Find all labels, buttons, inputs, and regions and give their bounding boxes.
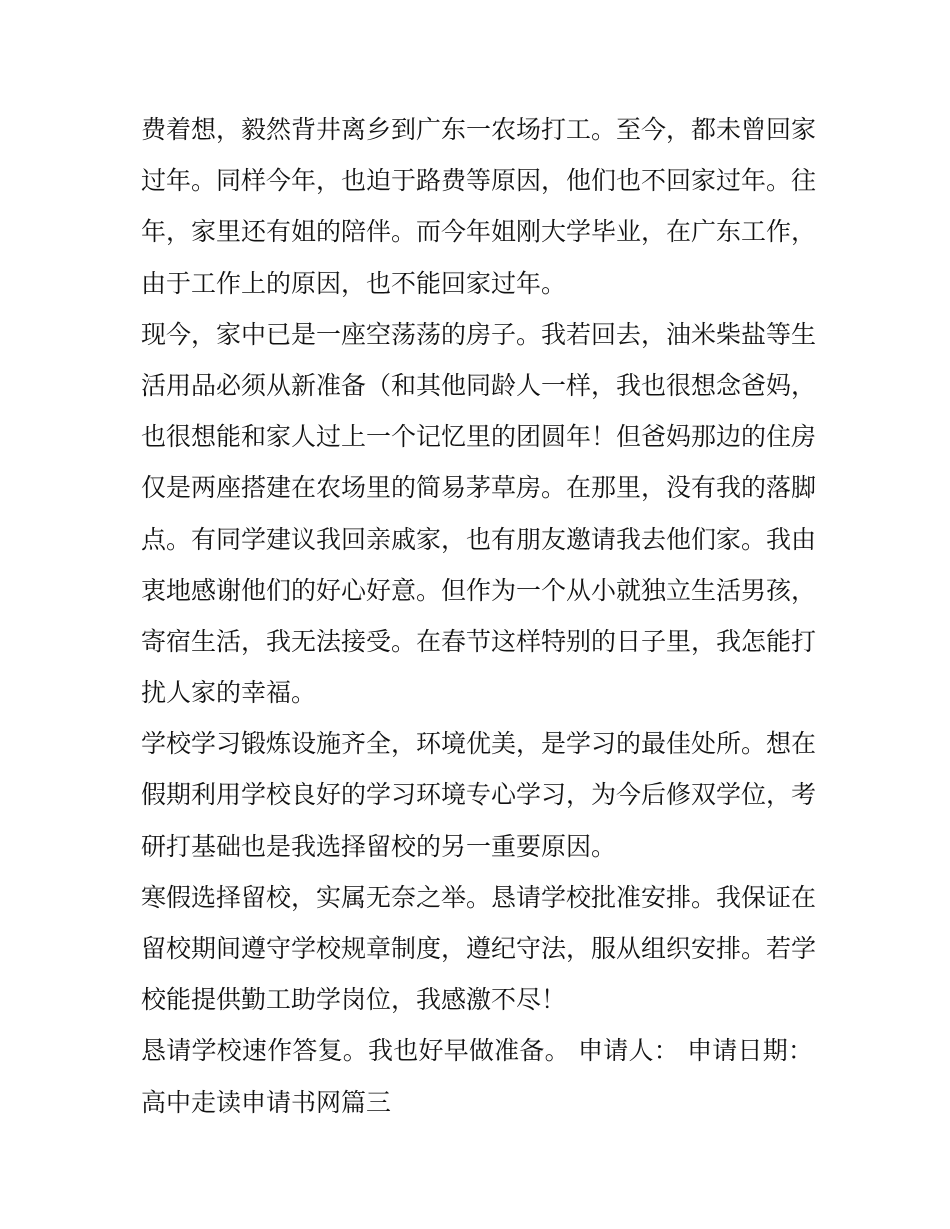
text-line: 过年。同样今年，也迫于路费等原因，他们也不回家过年。往 xyxy=(141,166,817,196)
text-line: 寄宿生活，我无法接受。在春节这样特别的日子里，我怎能打 xyxy=(141,626,817,656)
text-line: 点。有同学建议我回亲戚家，也有朋友邀请我去他们家。我由 xyxy=(141,524,817,554)
text-line: 活用品必须从新准备（和其他同龄人一样，我也很想念爸妈， xyxy=(141,370,817,400)
document-body xyxy=(141,104,817,1128)
text-line: 也很想能和家人过上一个记忆里的团圆年！但爸妈那边的住房 xyxy=(141,422,817,452)
text-line: 费着想，毅然背井离乡到广东一农场打工。至今，都未曾回家 xyxy=(141,115,817,144)
text-line: 由于工作上的原因，也不能回家过年。 xyxy=(141,268,567,298)
text-line: 留校期间遵守学校规章制度，遵纪守法，服从组织安排。若学 xyxy=(141,934,817,963)
text-line: 年，家里还有姐的陪伴。而今年姐刚大学毕业，在广东工作， xyxy=(141,217,817,247)
text-line: 研打基础也是我选择留校的另一重要原因。 xyxy=(141,831,617,861)
text-line: 仅是两座搭建在农场里的简易茅草房。在那里，没有我的落脚 xyxy=(141,473,817,503)
text-line: 寒假选择留校，实属无奈之举。恳请学校批准安排。我保证在 xyxy=(141,882,817,912)
text-line: 假期利用学校良好的学习环境专心学习，为今后修双学位，考 xyxy=(141,780,817,810)
text-line: 恳请学校速作答复。我也好早做准备。 申请人： 申请日期： xyxy=(141,1036,813,1066)
text-line: 现今，家中已是一座空荡荡的房子。我若回去，油米柴盐等生 xyxy=(141,319,817,349)
text-line: 校能提供勤工助学岗位，我感激不尽！ xyxy=(141,985,567,1015)
section-heading: 高中走读申请书网篇三 xyxy=(141,1087,392,1117)
text-line: 衷地感谢他们的好心好意。但作为一个从小就独立生活男孩， xyxy=(141,575,817,605)
text-line: 扰人家的幸福。 xyxy=(141,678,317,708)
text-line: 学校学习锻炼设施齐全，环境优美，是学习的最佳处所。想在 xyxy=(141,729,817,759)
